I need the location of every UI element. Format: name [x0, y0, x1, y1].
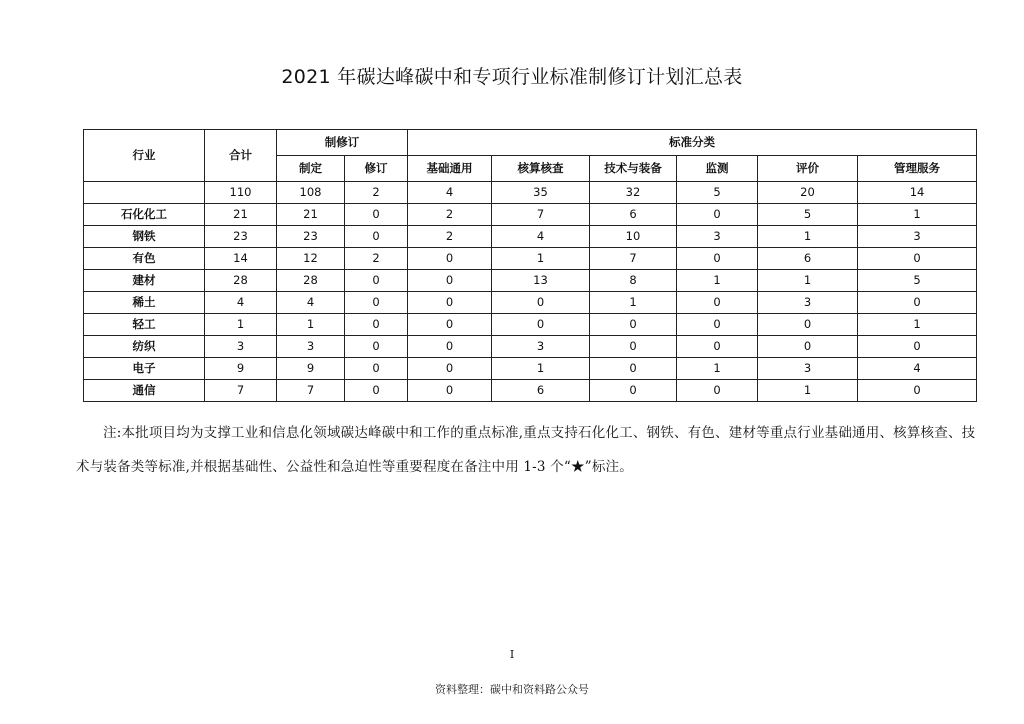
value-cell: 1	[277, 314, 345, 336]
value-cell: 2	[345, 248, 408, 270]
value-cell: 0	[345, 204, 408, 226]
value-cell: 3	[677, 226, 758, 248]
value-cell: 14	[205, 248, 277, 270]
value-cell: 0	[345, 226, 408, 248]
value-cell: 1	[858, 204, 977, 226]
table-footnote: 注:本批项目均为支撑工业和信息化领域碳达峰碳中和工作的重点标准,重点支持石化化工、钢铁、有色、建材等重点行业基础通用、核算核查、技术与装备类等标准,并根据基础性、公益性和急迫性等重要程度在备注中用 1-3 个“★”标注。	[76, 425, 976, 475]
value-cell: 0	[858, 380, 977, 402]
total-column-header: 合计	[205, 130, 277, 182]
value-cell: 3	[858, 226, 977, 248]
value-cell: 0	[677, 292, 758, 314]
value-cell: 0	[408, 314, 492, 336]
industry-name-cell: 稀土	[84, 292, 205, 314]
value-cell: 0	[345, 336, 408, 358]
value-cell: 7	[590, 248, 677, 270]
totals-row-empty-cell	[84, 182, 205, 204]
value-cell: 10	[590, 226, 677, 248]
table-row	[84, 336, 977, 358]
value-cell: 0	[345, 314, 408, 336]
technology-equipment-column-header: 技术与装备	[590, 156, 677, 182]
value-cell: 6	[492, 380, 590, 402]
total-cell: 14	[858, 182, 977, 204]
value-cell: 3	[277, 336, 345, 358]
value-cell: 0	[758, 336, 858, 358]
revision-group-header: 制修订	[277, 130, 408, 156]
table-row	[84, 358, 977, 380]
document-title: 2021 年碳达峰碳中和专项行业标准制修订计划汇总表	[281, 66, 743, 88]
value-cell: 2	[408, 204, 492, 226]
industry-column-header: 行业	[84, 130, 205, 182]
value-cell: 0	[345, 270, 408, 292]
total-cell: 110	[205, 182, 277, 204]
industry-name-cell: 石化化工	[84, 204, 205, 226]
value-cell: 0	[408, 248, 492, 270]
table-row	[84, 314, 977, 336]
table-row	[84, 380, 977, 402]
evaluation-column-header: 评价	[758, 156, 858, 182]
value-cell: 0	[408, 380, 492, 402]
industry-name-cell: 纺织	[84, 336, 205, 358]
value-cell: 4	[205, 292, 277, 314]
value-cell: 21	[277, 204, 345, 226]
management-service-column-header: 管理服务	[858, 156, 977, 182]
value-cell: 9	[277, 358, 345, 380]
totals-row	[84, 182, 977, 204]
value-cell: 8	[590, 270, 677, 292]
value-cell: 21	[205, 204, 277, 226]
value-cell: 0	[492, 314, 590, 336]
total-cell: 32	[590, 182, 677, 204]
table-row	[84, 248, 977, 270]
table-row	[84, 292, 977, 314]
value-cell: 0	[590, 314, 677, 336]
source-credit: 资料整理：碳中和资料路公众号	[435, 683, 589, 696]
value-cell: 5	[758, 204, 858, 226]
category-group-header: 标准分类	[408, 130, 977, 156]
value-cell: 0	[677, 380, 758, 402]
value-cell: 0	[408, 336, 492, 358]
value-cell: 0	[677, 248, 758, 270]
value-cell: 6	[758, 248, 858, 270]
value-cell: 0	[590, 380, 677, 402]
table-row	[84, 204, 977, 226]
value-cell: 28	[205, 270, 277, 292]
value-cell: 1	[758, 380, 858, 402]
industry-name-cell: 通信	[84, 380, 205, 402]
value-cell: 0	[858, 248, 977, 270]
value-cell: 1	[858, 314, 977, 336]
value-cell: 7	[492, 204, 590, 226]
value-cell: 0	[677, 314, 758, 336]
value-cell: 1	[677, 270, 758, 292]
value-cell: 1	[205, 314, 277, 336]
value-cell: 0	[677, 336, 758, 358]
value-cell: 0	[345, 292, 408, 314]
value-cell: 9	[205, 358, 277, 380]
value-cell: 28	[277, 270, 345, 292]
value-cell: 0	[590, 358, 677, 380]
value-cell: 13	[492, 270, 590, 292]
basic-general-column-header: 基础通用	[408, 156, 492, 182]
total-cell: 5	[677, 182, 758, 204]
standards-summary-table	[83, 129, 977, 402]
industry-name-cell: 钢铁	[84, 226, 205, 248]
value-cell: 23	[277, 226, 345, 248]
value-cell: 1	[492, 248, 590, 270]
total-cell: 35	[492, 182, 590, 204]
value-cell: 0	[858, 292, 977, 314]
value-cell: 0	[590, 336, 677, 358]
value-cell: 4	[492, 226, 590, 248]
value-cell: 5	[858, 270, 977, 292]
value-cell: 6	[590, 204, 677, 226]
total-cell: 108	[277, 182, 345, 204]
monitoring-column-header: 监测	[677, 156, 758, 182]
industry-name-cell: 轻工	[84, 314, 205, 336]
value-cell: 0	[345, 380, 408, 402]
value-cell: 4	[277, 292, 345, 314]
value-cell: 7	[277, 380, 345, 402]
value-cell: 1	[758, 270, 858, 292]
revise-column-header: 修订	[345, 156, 408, 182]
value-cell: 3	[758, 292, 858, 314]
value-cell: 0	[345, 358, 408, 380]
industry-name-cell: 有色	[84, 248, 205, 270]
total-cell: 4	[408, 182, 492, 204]
value-cell: 3	[205, 336, 277, 358]
value-cell: 1	[758, 226, 858, 248]
value-cell: 4	[858, 358, 977, 380]
value-cell: 0	[408, 292, 492, 314]
total-cell: 20	[758, 182, 858, 204]
value-cell: 23	[205, 226, 277, 248]
industry-name-cell: 建材	[84, 270, 205, 292]
value-cell: 0	[677, 204, 758, 226]
value-cell: 0	[408, 270, 492, 292]
value-cell: 0	[758, 314, 858, 336]
value-cell: 1	[590, 292, 677, 314]
value-cell: 12	[277, 248, 345, 270]
value-cell: 0	[408, 358, 492, 380]
value-cell: 2	[408, 226, 492, 248]
table-row	[84, 226, 977, 248]
formulate-column-header: 制定	[277, 156, 345, 182]
value-cell: 3	[492, 336, 590, 358]
total-cell: 2	[345, 182, 408, 204]
value-cell: 0	[858, 336, 977, 358]
table-header-row-1	[84, 130, 977, 156]
value-cell: 1	[677, 358, 758, 380]
accounting-verification-column-header: 核算核查	[492, 156, 590, 182]
value-cell: 1	[492, 358, 590, 380]
value-cell: 3	[758, 358, 858, 380]
value-cell: 0	[492, 292, 590, 314]
table-row	[84, 270, 977, 292]
industry-name-cell: 电子	[84, 358, 205, 380]
page-number: I	[509, 648, 515, 661]
value-cell: 7	[205, 380, 277, 402]
